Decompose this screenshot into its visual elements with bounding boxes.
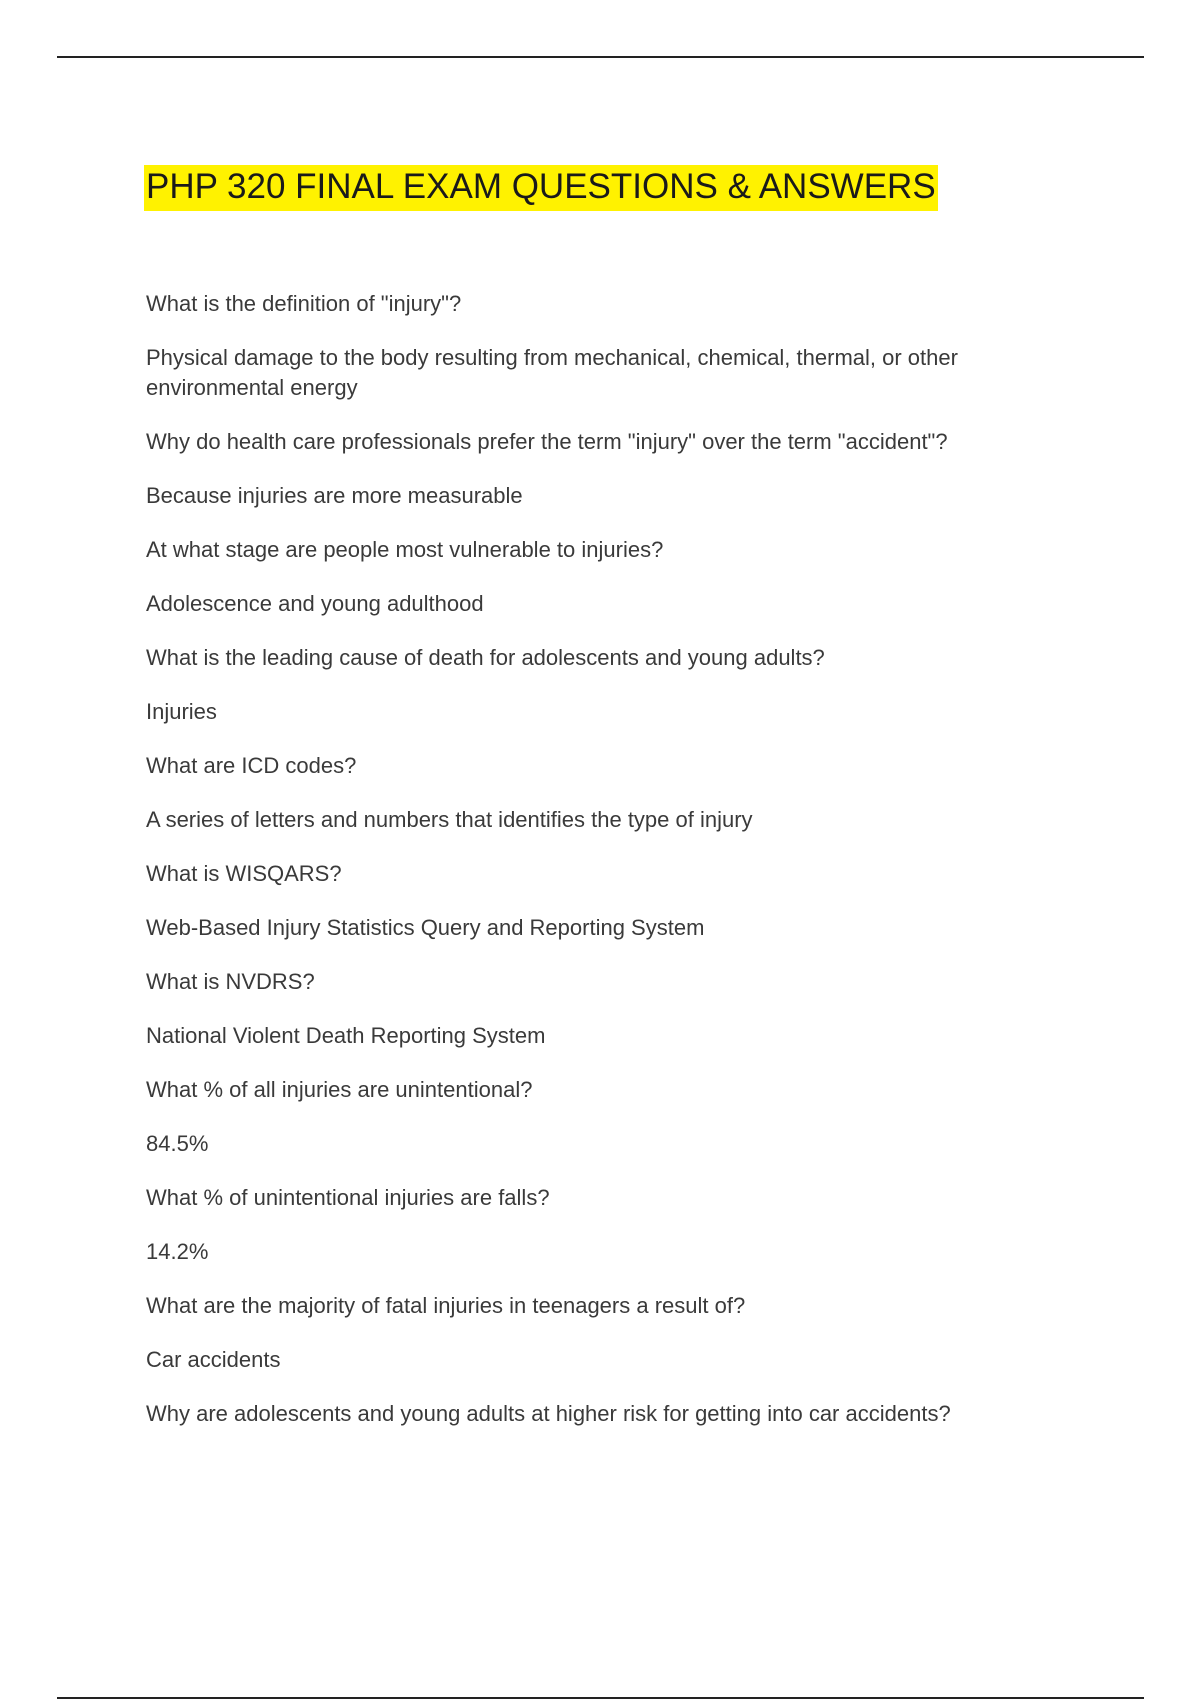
question-text: What are the majority of fatal injuries in teenagers a result of? — [146, 1293, 746, 1318]
answer-text: Car accidents — [146, 1347, 281, 1372]
answer-text: Web-Based Injury Statistics Query and Reporting System — [146, 915, 705, 940]
answer-text: 14.2% — [146, 1239, 209, 1264]
document-title: PHP 320 FINAL EXAM QUESTIONS & ANSWERS — [144, 165, 938, 211]
answer-text: Adolescence and young adulthood — [146, 591, 484, 616]
answer-text: A series of letters and numbers that identifies the type of injury — [146, 807, 753, 832]
question-text: What is the leading cause of death for adolescents and young adults? — [146, 645, 825, 670]
question-text: At what stage are people most vulnerable to injuries? — [146, 537, 664, 562]
answer-text: Because injuries are more measurable — [146, 483, 523, 508]
qa-item — [146, 535, 1046, 619]
qa-item — [146, 1399, 1046, 1429]
answer-text: Physical damage to the body resulting from mechanical, chemical, thermal, or other environmental energy — [146, 345, 958, 400]
qa-item — [146, 1291, 1046, 1375]
qa-item — [146, 751, 1046, 835]
question-text: Why are adolescents and young adults at higher risk for getting into car accidents? — [146, 1401, 951, 1426]
qa-list — [146, 289, 1046, 1429]
qa-item — [146, 1075, 1046, 1159]
qa-item — [146, 643, 1046, 727]
bottom-rule — [57, 1697, 1144, 1699]
question-text: What is WISQARS? — [146, 861, 342, 886]
answer-text: Injuries — [146, 699, 217, 724]
qa-item — [146, 859, 1046, 943]
qa-item — [146, 427, 1046, 511]
answer-text: National Violent Death Reporting System — [146, 1023, 546, 1048]
question-text: What % of all injuries are unintentional? — [146, 1077, 533, 1102]
qa-item — [146, 1183, 1046, 1267]
question-text: What is NVDRS? — [146, 969, 315, 994]
qa-item — [146, 289, 1046, 403]
answer-text: 84.5% — [146, 1131, 209, 1156]
top-rule — [57, 56, 1144, 58]
question-text: Why do health care professionals prefer the term "injury" over the term "accident"? — [146, 429, 948, 454]
question-text: What is the definition of "injury"? — [146, 291, 462, 316]
qa-item — [146, 967, 1046, 1051]
question-text: What are ICD codes? — [146, 753, 357, 778]
document-body — [146, 165, 1046, 1453]
question-text: What % of unintentional injuries are falls? — [146, 1185, 550, 1210]
